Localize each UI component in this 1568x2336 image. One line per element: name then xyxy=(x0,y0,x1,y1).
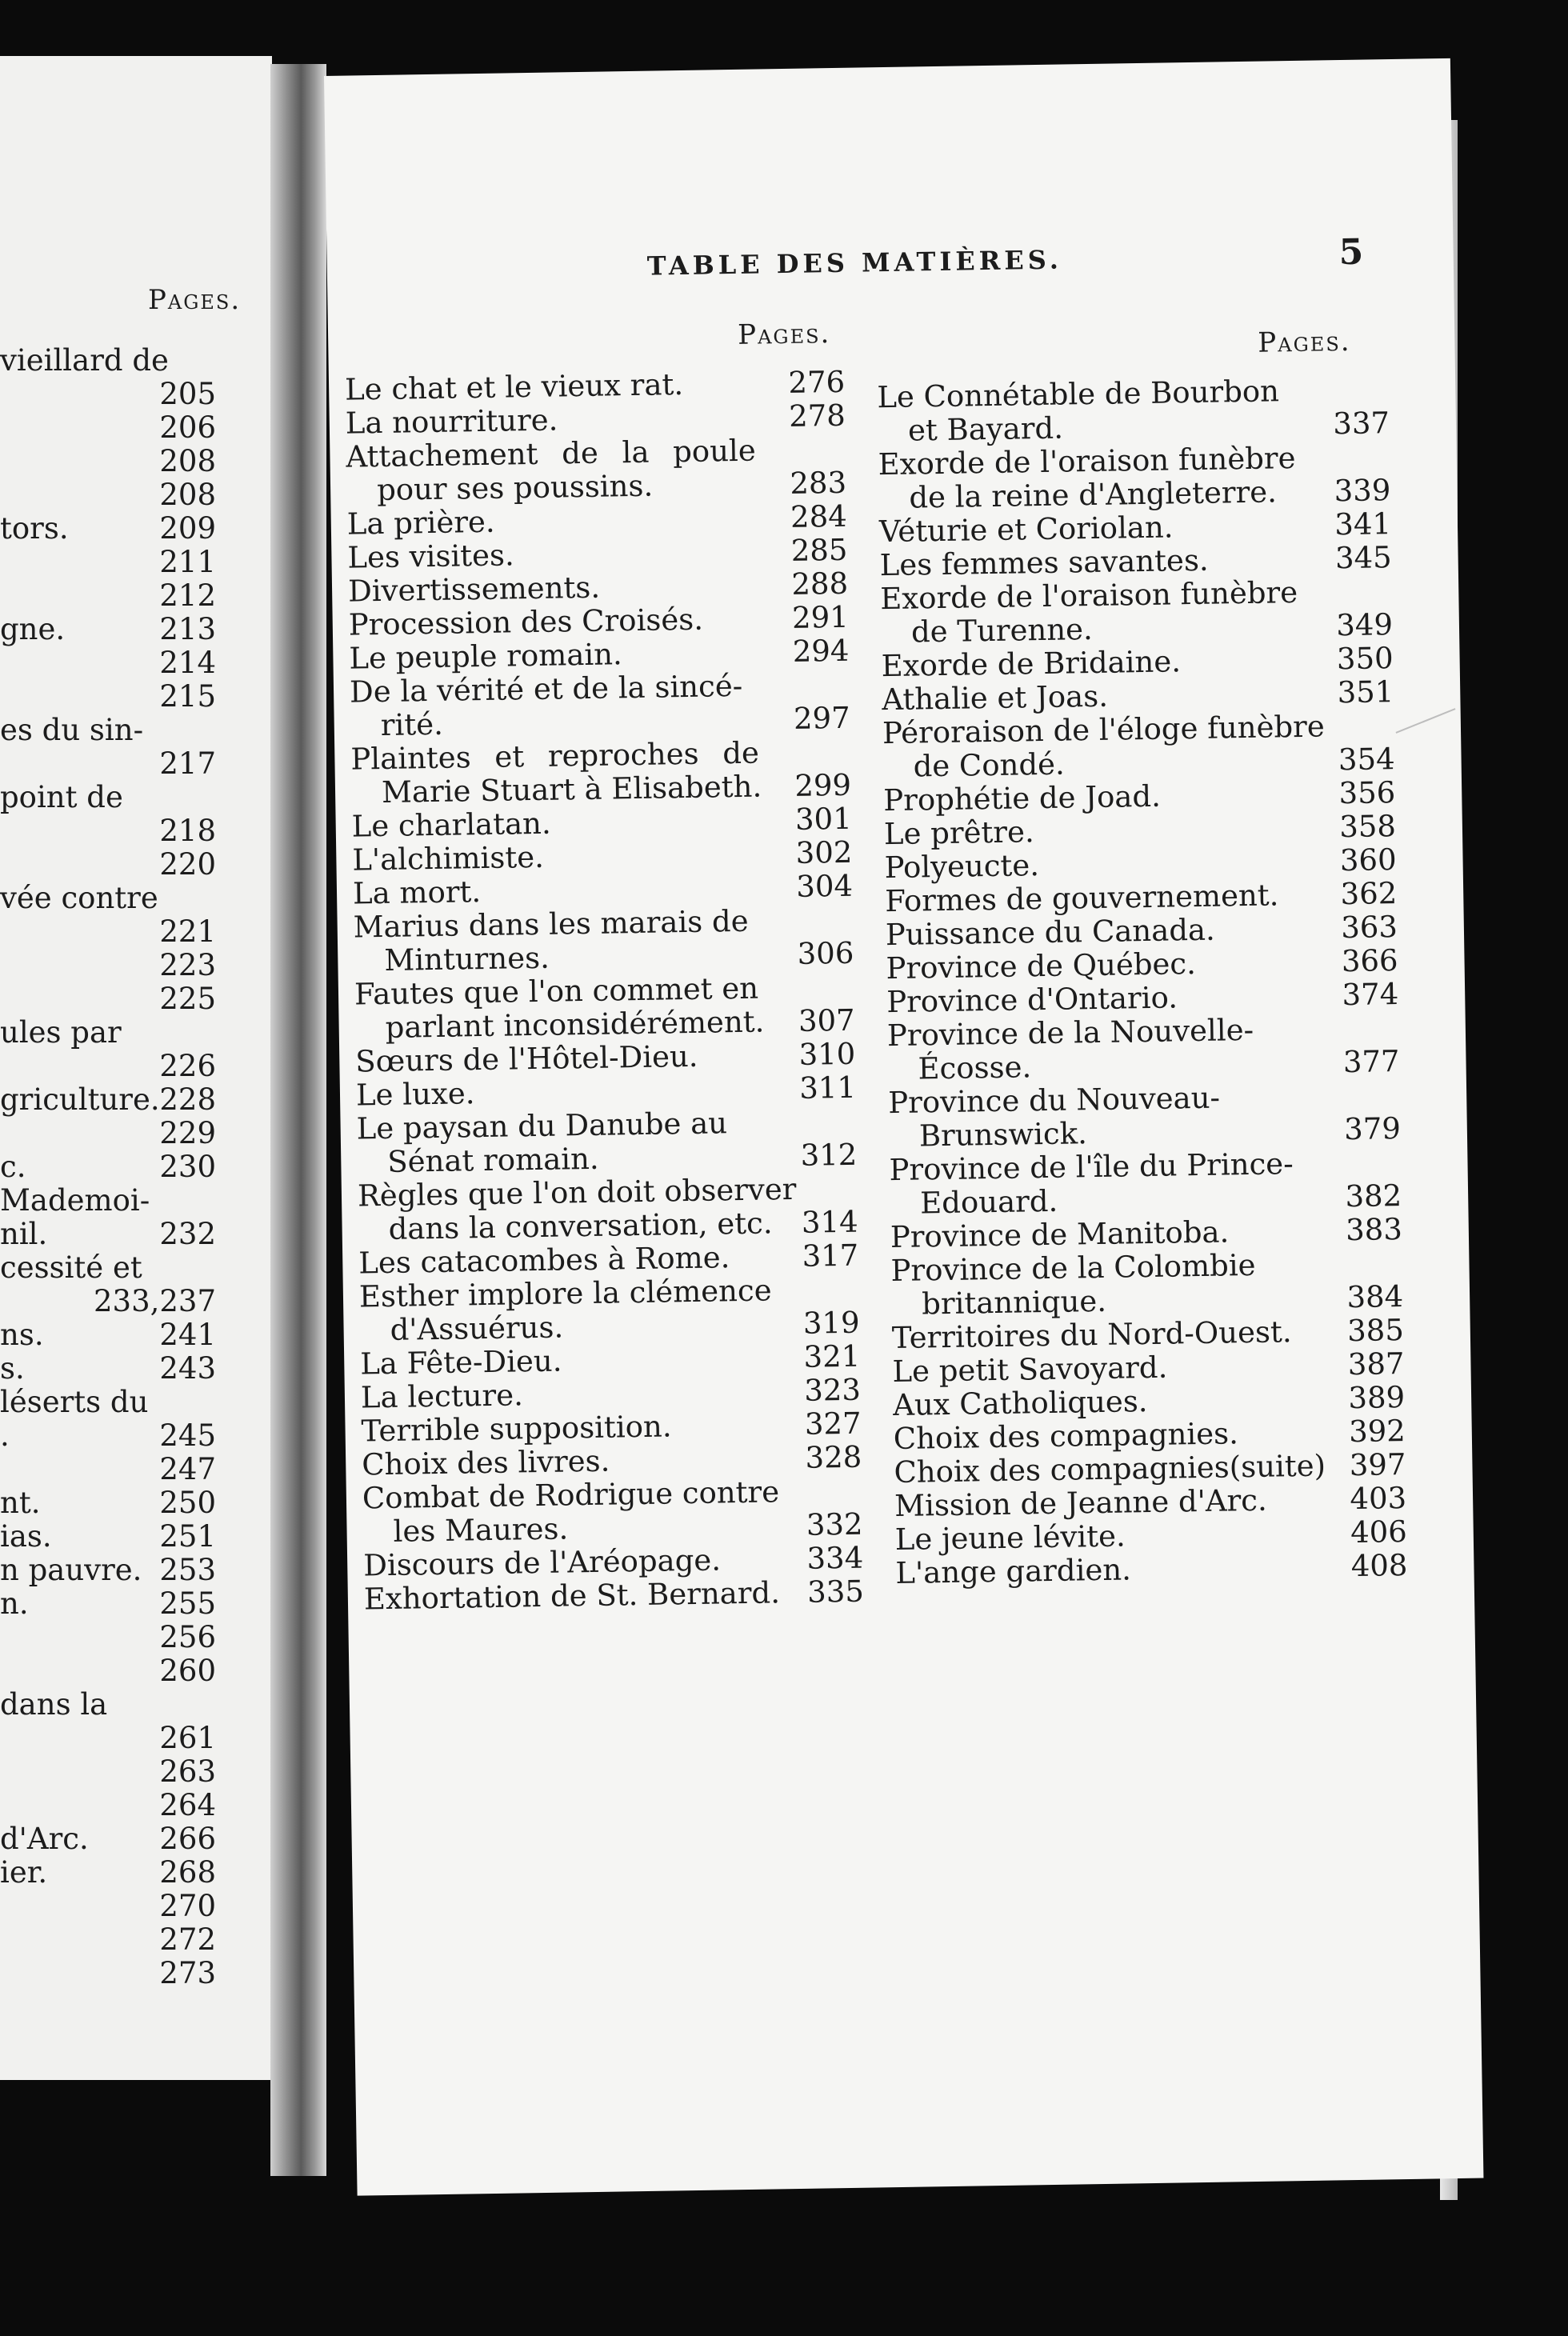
toc-entry xyxy=(0,344,216,378)
toc-entry-title: Terrible supposition. xyxy=(361,1409,672,1449)
toc-entry-title: es du sin- xyxy=(0,713,144,747)
toc-entry-page: 288 xyxy=(791,566,849,602)
toc-entry-title: griculture. xyxy=(0,1082,160,1117)
toc-entry-title: Mission de Jeanne d'Arc. xyxy=(894,1482,1268,1524)
toc-entry-title: ns. xyxy=(0,1318,44,1352)
toc-entry xyxy=(0,1923,216,1957)
toc-entry-title: Athalie et Joas. xyxy=(881,678,1109,718)
toc-entry-page: 334 xyxy=(806,1540,864,1576)
toc-entry xyxy=(0,1218,216,1251)
toc-entry-page: 383 xyxy=(1345,1212,1403,1248)
toc-entry-page: 328 xyxy=(805,1439,862,1475)
toc-entry-title: L'alchimiste. xyxy=(352,839,545,878)
toc-entry-page: 389 xyxy=(1348,1379,1406,1416)
toc-entry xyxy=(0,1251,216,1285)
toc-entry xyxy=(0,1722,216,1755)
toc-entry-page: 255 xyxy=(159,1586,216,1621)
toc-entry-title: Le Connétable de Bourbon xyxy=(877,374,1280,415)
left-page-entries xyxy=(0,344,216,1990)
page-number: 5 xyxy=(1338,231,1364,274)
toc-entry-title: La Fête-Dieu. xyxy=(359,1343,562,1382)
toc-entry-title: Province d'Ontario. xyxy=(886,980,1178,1020)
toc-entry-title: Le prêtre. xyxy=(883,814,1035,852)
toc-entry-title: Sœurs de l'Hôtel-Dieu. xyxy=(355,1038,698,1079)
toc-entry-page: 209 xyxy=(159,511,216,546)
toc-entry-page: 250 xyxy=(159,1486,216,1520)
toc-entry-title: La nourriture. xyxy=(345,402,558,441)
toc-entry-page: 266 xyxy=(159,1822,216,1856)
pages-label-right: Pages. xyxy=(1258,325,1351,359)
toc-entry-title: Territoires du Nord-Ouest. xyxy=(891,1314,1292,1356)
toc-entry-title: Minturnes. xyxy=(384,940,550,978)
toc-entry xyxy=(0,1789,216,1822)
toc-entry xyxy=(0,882,216,915)
toc-entry xyxy=(0,411,216,445)
toc-entry xyxy=(0,1654,216,1688)
toc-entry-title: nt. xyxy=(0,1486,41,1520)
toc-entry-page: 215 xyxy=(159,679,216,714)
toc-entry xyxy=(0,512,216,546)
toc-entry-title: vieillard de xyxy=(0,343,169,378)
toc-entry xyxy=(0,1621,216,1654)
toc-entry xyxy=(0,1352,216,1386)
toc-entry xyxy=(0,1150,216,1184)
toc-entry-title: De la vérité et de la sincé- xyxy=(349,668,743,710)
toc-entry-title: dans la conversation, etc. xyxy=(388,1206,773,1246)
toc-entry-page: 260 xyxy=(159,1654,216,1688)
toc-entry-page: 261 xyxy=(159,1721,216,1755)
toc-entry-page: 306 xyxy=(797,935,854,971)
toc-entry xyxy=(0,1890,216,1923)
toc-entry-page: 218 xyxy=(159,814,216,848)
toc-entry-page: 268 xyxy=(159,1855,216,1890)
toc-entry-page: 345 xyxy=(1334,540,1392,576)
toc-entry xyxy=(0,1554,216,1587)
toc-entry-page: 233,237 xyxy=(93,1284,216,1318)
toc-entry-title: ias. xyxy=(0,1519,52,1554)
toc-entry-title: Exhortation de St. Bernard. xyxy=(363,1575,781,1617)
toc-entry-title: léserts du xyxy=(0,1385,149,1419)
right-column-entries xyxy=(877,373,1408,1590)
toc-entry-page: 251 xyxy=(159,1519,216,1554)
toc-entry-page: 332 xyxy=(806,1506,863,1542)
right-page xyxy=(324,58,1483,2196)
toc-entry-title: La lecture. xyxy=(360,1378,524,1415)
toc-entry-page: 264 xyxy=(159,1788,216,1822)
toc-entry xyxy=(0,546,216,579)
toc-entry xyxy=(0,1419,216,1453)
toc-entry-page: 406 xyxy=(1350,1514,1408,1550)
toc-entry-title: Péroraison de l'éloge funèbre xyxy=(882,709,1326,751)
toc-entry-page: 327 xyxy=(804,1406,862,1442)
toc-entry-page: 232 xyxy=(159,1217,216,1251)
toc-entry-page: 208 xyxy=(159,444,216,478)
toc-entry-page: 245 xyxy=(159,1418,216,1453)
toc-entry xyxy=(364,1575,865,1617)
toc-entry-title: Esther implore la clémence xyxy=(358,1273,772,1314)
toc-entry-title: Puissance du Canada. xyxy=(885,912,1216,953)
toc-entry-page: 408 xyxy=(1350,1547,1408,1584)
toc-entry xyxy=(0,747,216,781)
toc-entry-title: Edouard. xyxy=(919,1183,1058,1221)
toc-entry xyxy=(0,781,216,814)
toc-entry-title: Province de l'île du Prince- xyxy=(889,1146,1294,1188)
toc-entry-title: Discours de l'Aréopage. xyxy=(362,1542,722,1583)
toc-entry-page: 392 xyxy=(1348,1413,1406,1450)
toc-entry-title: d'Assuérus. xyxy=(390,1310,564,1347)
toc-entry-title: d'Arc. xyxy=(0,1822,89,1856)
toc-entry-title: Attachement de la poule xyxy=(346,433,757,474)
toc-entry-page: 205 xyxy=(159,377,216,411)
toc-entry-title: gne. xyxy=(0,612,66,646)
toc-entry-title: Exorde de l'oraison funèbre xyxy=(880,574,1298,617)
toc-entry-page: 223 xyxy=(159,948,216,982)
toc-entry-title: britannique. xyxy=(921,1283,1107,1322)
toc-entry xyxy=(0,949,216,982)
toc-entry xyxy=(0,646,216,680)
toc-entry-title: Choix des livres. xyxy=(361,1443,610,1482)
toc-entry-title: Véturie et Coriolan. xyxy=(878,510,1174,550)
toc-entry-page: 211 xyxy=(159,545,216,579)
toc-entry-title: et Bayard. xyxy=(907,410,1064,448)
left-page xyxy=(0,56,272,2080)
toc-entry-page: 243 xyxy=(159,1351,216,1386)
toc-entry-title: les Maures. xyxy=(393,1511,569,1549)
toc-entry-title: Écosse. xyxy=(918,1050,1032,1086)
toc-entry-title: . xyxy=(0,1418,10,1453)
toc-entry-title: ier. xyxy=(0,1855,48,1890)
toc-entry xyxy=(0,1856,216,1890)
toc-entry-title: Sénat romain. xyxy=(386,1141,599,1179)
toc-entry-title: Brunswick. xyxy=(918,1116,1088,1154)
toc-entry-page: 225 xyxy=(159,982,216,1016)
toc-entry-page: 341 xyxy=(1334,506,1392,542)
toc-entry-page: 387 xyxy=(1347,1346,1405,1382)
toc-entry xyxy=(0,579,216,613)
toc-entry xyxy=(0,1587,216,1621)
toc-entry-title: c. xyxy=(0,1150,26,1184)
toc-entry-page: 397 xyxy=(1349,1446,1406,1483)
toc-entry-title: Formes de gouvernement. xyxy=(884,878,1279,919)
toc-entry-title: Le peuple romain. xyxy=(349,637,623,676)
toc-entry-title: Le chat et le vieux rat. xyxy=(344,366,684,407)
toc-entry-page: 321 xyxy=(803,1338,861,1374)
toc-entry-title: Plaintes et reproches de xyxy=(350,735,760,777)
toc-entry-title: Le petit Savoyard. xyxy=(892,1350,1168,1390)
toc-entry-page: 214 xyxy=(159,646,216,680)
toc-entry-page: 311 xyxy=(798,1070,857,1106)
toc-entry-page: 212 xyxy=(159,578,216,613)
toc-entry-title: La mort. xyxy=(352,874,482,911)
toc-entry-title: Province de la Nouvelle- xyxy=(886,1012,1254,1054)
toc-entry xyxy=(0,1050,216,1083)
toc-entry xyxy=(0,1453,216,1486)
toc-entry-page: 349 xyxy=(1335,607,1394,643)
toc-entry-title: Province du Nouveau- xyxy=(887,1080,1221,1121)
toc-entry xyxy=(0,982,216,1016)
toc-entry-page: 226 xyxy=(159,1049,216,1083)
toc-entry-title: vée contre xyxy=(0,881,158,915)
toc-entry-title: rité. xyxy=(380,706,444,742)
toc-entry-page: 230 xyxy=(159,1150,216,1184)
toc-entry-title: Le charlatan. xyxy=(351,806,551,844)
toc-entry-page: 310 xyxy=(798,1036,856,1072)
toc-entry-page: 297 xyxy=(793,700,851,736)
toc-entry xyxy=(0,445,216,478)
toc-entry-title: Exorde de l'oraison funèbre xyxy=(878,440,1296,482)
toc-entry-title: Marie Stuart à Elisabeth. xyxy=(381,769,762,810)
toc-entry-page: 314 xyxy=(801,1204,858,1240)
pages-label-middle: Pages. xyxy=(737,318,831,351)
toc-entry-page: 273 xyxy=(159,1956,216,1990)
toc-entry-title: Mademoi- xyxy=(0,1183,150,1218)
toc-entry-title: point de xyxy=(0,780,123,814)
toc-entry-title: Prophétie de Joad. xyxy=(882,778,1162,818)
toc-entry-title: de la reine d'Angleterre. xyxy=(909,474,1278,515)
toc-entry-page: 208 xyxy=(159,478,216,512)
toc-entry xyxy=(0,1520,216,1554)
toc-entry xyxy=(0,915,216,949)
toc-entry-page: 360 xyxy=(1339,842,1397,878)
toc-entry-title: La prière. xyxy=(346,504,495,542)
toc-entry xyxy=(0,814,216,848)
toc-entry-page: 337 xyxy=(1333,406,1390,442)
toc-entry xyxy=(0,848,216,882)
toc-entry-page: 272 xyxy=(159,1922,216,1957)
toc-entry xyxy=(0,1957,216,1990)
toc-entry-page: 270 xyxy=(159,1889,216,1923)
toc-entry-page: 291 xyxy=(791,599,850,635)
toc-entry-page: 379 xyxy=(1343,1111,1402,1147)
toc-entry-title: Aux Catholiques. xyxy=(892,1384,1148,1423)
toc-entry-title: parlant inconsidérément. xyxy=(385,1004,765,1045)
toc-entry-title: Les visites. xyxy=(347,538,515,575)
toc-entry-page: 221 xyxy=(159,914,216,949)
toc-entry-page: 351 xyxy=(1337,674,1394,710)
toc-entry-page: 307 xyxy=(798,1002,855,1038)
toc-entry-page: 374 xyxy=(1342,977,1399,1013)
toc-entry-page: 241 xyxy=(159,1318,216,1352)
toc-entry-title: cessité et xyxy=(0,1250,142,1285)
toc-entry-page: 229 xyxy=(159,1116,216,1150)
left-pages-label: Pages. xyxy=(148,284,242,316)
toc-entry-title: Divertissements. xyxy=(347,570,601,609)
toc-entry-page: 366 xyxy=(1341,943,1398,979)
toc-entry-title: Les catacombes à Rome. xyxy=(358,1240,730,1281)
toc-entry-title: pour ses poussins. xyxy=(376,468,654,508)
toc-entry xyxy=(0,1688,216,1722)
toc-entry-page: 263 xyxy=(159,1754,216,1789)
toc-entry xyxy=(0,1285,216,1318)
toc-entry-page: 323 xyxy=(803,1372,862,1408)
toc-entry-title: Province de la Colombie xyxy=(890,1247,1256,1289)
toc-entry-title: Les femmes savantes. xyxy=(879,542,1209,583)
toc-entry-title: de Turenne. xyxy=(910,611,1094,650)
toc-entry-page: 339 xyxy=(1334,473,1391,509)
toc-entry xyxy=(0,1083,216,1117)
toc-entry-title: Procession des Croisés. xyxy=(348,602,704,642)
toc-entry-title: dans la xyxy=(0,1687,108,1722)
toc-entry-page: 356 xyxy=(1338,775,1396,811)
toc-entry-page: 312 xyxy=(800,1137,858,1173)
toc-entry-page: 299 xyxy=(794,767,852,803)
toc-entry xyxy=(0,1822,216,1856)
toc-entry xyxy=(0,478,216,512)
toc-entry-page: 403 xyxy=(1350,1480,1407,1517)
toc-entry-title: Exorde de Bridaine. xyxy=(881,644,1182,684)
toc-entry-page: 247 xyxy=(159,1452,216,1486)
toc-entry xyxy=(0,680,216,714)
toc-entry-page: 319 xyxy=(802,1305,860,1341)
toc-entry-page: 206 xyxy=(159,410,216,445)
toc-entry xyxy=(0,1318,216,1352)
toc-entry-title: Règles que l'on doit observer xyxy=(357,1171,797,1214)
toc-entry-title: Polyeucte. xyxy=(884,848,1040,886)
toc-entry-title: n. xyxy=(0,1586,29,1621)
toc-entry xyxy=(0,1755,216,1789)
toc-entry xyxy=(0,1486,216,1520)
toc-entry-title: L'ange gardien. xyxy=(895,1552,1132,1591)
toc-entry-page: 362 xyxy=(1340,876,1398,912)
toc-entry-page: 302 xyxy=(795,834,853,870)
toc-entry-page: 304 xyxy=(796,868,854,904)
toc-entry-page: 213 xyxy=(159,612,216,646)
toc-entry-title: tors. xyxy=(0,511,69,546)
toc-entry-page: 335 xyxy=(806,1574,865,1610)
toc-entry-title: Choix des compagnies(suite) xyxy=(894,1448,1326,1490)
toc-entry xyxy=(0,1386,216,1419)
toc-entry-title: Fautes que l'on commet en xyxy=(354,970,759,1012)
toc-entry-page: 301 xyxy=(794,801,852,837)
middle-column-entries xyxy=(345,366,864,1617)
toc-entry-page: 228 xyxy=(159,1082,216,1117)
toc-entry xyxy=(0,1016,216,1050)
toc-entry-title: s. xyxy=(0,1351,25,1386)
toc-entry-page: 217 xyxy=(159,746,216,781)
toc-entry-page: 385 xyxy=(1346,1312,1405,1349)
toc-entry-page: 294 xyxy=(792,633,850,669)
toc-entry-page: 354 xyxy=(1338,742,1395,778)
toc-entry-page: 363 xyxy=(1340,910,1398,946)
toc-entry xyxy=(895,1549,1408,1590)
toc-entry-title: Province de Manitoba. xyxy=(890,1214,1230,1255)
toc-entry-page: 377 xyxy=(1342,1044,1400,1080)
toc-entry-page: 276 xyxy=(788,364,846,400)
toc-entry-page: 350 xyxy=(1336,641,1394,677)
toc-entry-title: de Condé. xyxy=(913,746,1066,784)
toc-entry-title: nil. xyxy=(0,1217,48,1251)
toc-entry-page: 278 xyxy=(788,398,846,434)
toc-entry-title: Marius dans les marais de xyxy=(353,903,749,945)
toc-entry xyxy=(0,613,216,646)
toc-entry-page: 317 xyxy=(802,1238,859,1274)
toc-entry-page: 283 xyxy=(790,465,847,501)
toc-entry-title: Le jeune lévite. xyxy=(894,1518,1126,1558)
toc-entry-title: Le paysan du Danube au xyxy=(356,1106,728,1146)
toc-entry-page: 256 xyxy=(159,1620,216,1654)
toc-entry-page: 384 xyxy=(1346,1278,1404,1315)
toc-entry-title: n pauvre. xyxy=(0,1553,142,1587)
toc-entry xyxy=(0,1117,216,1150)
toc-entry-page: 253 xyxy=(159,1553,216,1587)
toc-entry xyxy=(0,714,216,747)
toc-entry-page: 284 xyxy=(790,498,848,534)
toc-entry-title: Province de Québec. xyxy=(886,946,1197,986)
toc-entry-page: 220 xyxy=(159,847,216,882)
toc-entry-page: 382 xyxy=(1345,1178,1402,1214)
toc-entry xyxy=(0,1184,216,1218)
toc-entry-title: Le luxe. xyxy=(355,1076,475,1113)
toc-entry-title: ules par xyxy=(0,1015,122,1050)
toc-entry xyxy=(0,378,216,411)
toc-entry-title: Choix des compagnies. xyxy=(893,1416,1239,1457)
book-gutter xyxy=(270,64,326,2176)
running-head: TABLE DES MATIÈRES. xyxy=(646,244,1063,282)
toc-entry-page: 358 xyxy=(1338,809,1397,845)
toc-entry-page: 285 xyxy=(790,532,848,568)
toc-entry-title: Combat de Rodrigue contre xyxy=(362,1474,780,1516)
